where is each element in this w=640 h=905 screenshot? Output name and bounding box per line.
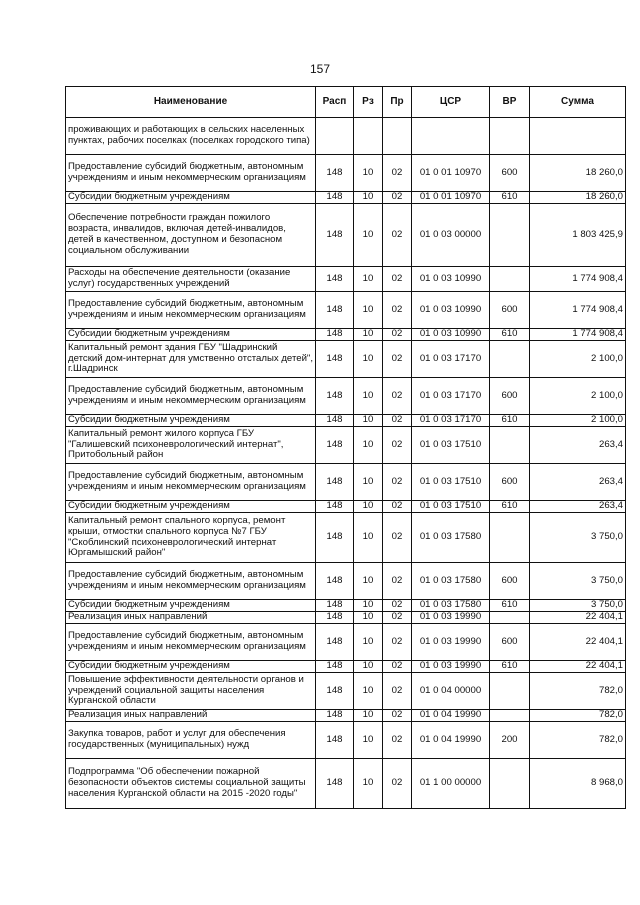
table-row <box>66 427 626 464</box>
table-row <box>66 501 626 513</box>
row-vr: 200 <box>490 722 530 759</box>
row-sum: 22 404,1 <box>530 624 626 661</box>
row-pr: 02 <box>383 563 412 600</box>
row-sum: 263,4 <box>530 427 626 464</box>
row-name: Подпрограмма "Об обеспечении пожарной безопасности объектов системы социальной защиты населения Курганской области на 2015 -2020 годы" <box>66 759 316 809</box>
row-rz <box>354 118 383 155</box>
row-vr <box>490 427 530 464</box>
row-csr: 01 0 04 19990 <box>412 710 490 722</box>
row-csr: 01 0 04 00000 <box>412 673 490 710</box>
table-row <box>66 155 626 192</box>
row-name: Предоставление субсидий бюджетным, автономным учреждениям и иным некоммерческим организациям <box>66 378 316 415</box>
row-name: Предоставление субсидий бюджетным, автономным учреждениям и иным некоммерческим организациям <box>66 624 316 661</box>
table-row <box>66 710 626 722</box>
row-name: Предоставление субсидий бюджетным, автономным учреждениям и иным некоммерческим организациям <box>66 563 316 600</box>
row-name: Предоставление субсидий бюджетным, автономным учреждениям и иным некоммерческим организациям <box>66 464 316 501</box>
row-name: Повышение эффективности деятельности органов и учреждений социальной защиты населения Курганской области <box>66 673 316 710</box>
row-rz: 10 <box>354 501 383 513</box>
row-rasp: 148 <box>316 661 354 673</box>
row-pr: 02 <box>383 722 412 759</box>
row-rasp <box>316 118 354 155</box>
row-name: Реализация иных направлений <box>66 710 316 722</box>
table-row <box>66 267 626 292</box>
row-rasp: 148 <box>316 341 354 378</box>
table-row <box>66 600 626 612</box>
row-rasp: 148 <box>316 427 354 464</box>
row-csr: 01 0 03 17170 <box>412 415 490 427</box>
row-rasp: 148 <box>316 155 354 192</box>
table-row <box>66 378 626 415</box>
row-name: Расходы на обеспечение деятельности (оказание услуг) государственных учреждений <box>66 267 316 292</box>
col-header-name: Наименование <box>66 87 316 118</box>
row-csr: 01 0 03 17580 <box>412 563 490 600</box>
row-name: Субсидии бюджетным учреждениям <box>66 501 316 513</box>
row-vr: 600 <box>490 155 530 192</box>
row-rz: 10 <box>354 204 383 267</box>
row-rz: 10 <box>354 513 383 563</box>
row-vr: 600 <box>490 378 530 415</box>
table-row <box>66 513 626 563</box>
row-pr: 02 <box>383 661 412 673</box>
row-rz: 10 <box>354 563 383 600</box>
row-csr: 01 0 03 00000 <box>412 204 490 267</box>
col-header-sum: Сумма <box>530 87 626 118</box>
table-row <box>66 661 626 673</box>
table-row <box>66 292 626 329</box>
table-header-row <box>66 87 626 118</box>
table-row <box>66 722 626 759</box>
row-rz: 10 <box>354 155 383 192</box>
row-sum: 1 774 908,4 <box>530 292 626 329</box>
row-vr: 610 <box>490 600 530 612</box>
col-header-vr: ВР <box>490 87 530 118</box>
table-row <box>66 192 626 204</box>
row-sum: 1 774 908,4 <box>530 329 626 341</box>
row-pr: 02 <box>383 612 412 624</box>
row-sum: 2 100,0 <box>530 415 626 427</box>
table-row <box>66 673 626 710</box>
col-header-csr: ЦСР <box>412 87 490 118</box>
row-sum: 8 968,0 <box>530 759 626 809</box>
row-rz: 10 <box>354 464 383 501</box>
row-vr <box>490 513 530 563</box>
row-rz: 10 <box>354 192 383 204</box>
row-sum: 263,4 <box>530 464 626 501</box>
row-csr: 01 0 03 17510 <box>412 464 490 501</box>
row-rz: 10 <box>354 600 383 612</box>
row-rz: 10 <box>354 292 383 329</box>
row-sum <box>530 118 626 155</box>
row-vr: 600 <box>490 292 530 329</box>
row-rasp: 148 <box>316 710 354 722</box>
col-header-rasp: Расп <box>316 87 354 118</box>
row-rasp: 148 <box>316 563 354 600</box>
row-vr <box>490 267 530 292</box>
row-rz: 10 <box>354 710 383 722</box>
row-csr: 01 0 03 10990 <box>412 267 490 292</box>
row-rasp: 148 <box>316 513 354 563</box>
row-sum: 3 750,0 <box>530 600 626 612</box>
row-vr <box>490 118 530 155</box>
row-rz: 10 <box>354 267 383 292</box>
table-row <box>66 563 626 600</box>
row-rasp: 148 <box>316 600 354 612</box>
row-pr: 02 <box>383 673 412 710</box>
row-pr: 02 <box>383 710 412 722</box>
row-csr: 01 1 00 00000 <box>412 759 490 809</box>
table-row <box>66 415 626 427</box>
row-rz: 10 <box>354 722 383 759</box>
row-csr: 01 0 03 10990 <box>412 329 490 341</box>
row-rasp: 148 <box>316 192 354 204</box>
row-pr: 02 <box>383 329 412 341</box>
row-pr: 02 <box>383 204 412 267</box>
row-vr: 610 <box>490 329 530 341</box>
row-vr <box>490 204 530 267</box>
row-vr: 600 <box>490 464 530 501</box>
row-name: Субсидии бюджетным учреждениям <box>66 192 316 204</box>
row-pr: 02 <box>383 378 412 415</box>
row-csr: 01 0 01 10970 <box>412 192 490 204</box>
row-vr: 610 <box>490 501 530 513</box>
row-name: Субсидии бюджетным учреждениям <box>66 329 316 341</box>
row-rasp: 148 <box>316 722 354 759</box>
table-row <box>66 204 626 267</box>
row-rasp: 148 <box>316 204 354 267</box>
row-rz: 10 <box>354 427 383 464</box>
row-pr: 02 <box>383 624 412 661</box>
row-name: Реализация иных направлений <box>66 612 316 624</box>
row-pr: 02 <box>383 415 412 427</box>
table-row <box>66 759 626 809</box>
row-name: Закупка товаров, работ и услуг для обеспечения государственных (муниципальных) нужд <box>66 722 316 759</box>
row-csr: 01 0 03 17580 <box>412 600 490 612</box>
row-pr: 02 <box>383 759 412 809</box>
row-sum: 18 260,0 <box>530 192 626 204</box>
row-name: Предоставление субсидий бюджетным, автономным учреждениям и иным некоммерческим организациям <box>66 155 316 192</box>
row-sum: 3 750,0 <box>530 513 626 563</box>
row-vr: 600 <box>490 624 530 661</box>
table-row <box>66 612 626 624</box>
row-rasp: 148 <box>316 464 354 501</box>
table-row <box>66 118 626 155</box>
row-rz: 10 <box>354 661 383 673</box>
row-rz: 10 <box>354 612 383 624</box>
row-csr: 01 0 03 17170 <box>412 378 490 415</box>
row-sum: 782,0 <box>530 722 626 759</box>
row-name: Капитальный ремонт жилого корпуса ГБУ "Галишевский психоневрологический интернат", Притобольный район <box>66 427 316 464</box>
row-pr <box>383 118 412 155</box>
row-vr <box>490 710 530 722</box>
row-pr: 02 <box>383 292 412 329</box>
row-rasp: 148 <box>316 759 354 809</box>
row-rasp: 148 <box>316 329 354 341</box>
row-csr: 01 0 03 17510 <box>412 427 490 464</box>
row-rasp: 148 <box>316 624 354 661</box>
row-vr: 610 <box>490 415 530 427</box>
row-rz: 10 <box>354 624 383 661</box>
row-sum: 1 803 425,9 <box>530 204 626 267</box>
row-sum: 18 260,0 <box>530 155 626 192</box>
row-sum: 2 100,0 <box>530 378 626 415</box>
row-csr: 01 0 03 19990 <box>412 624 490 661</box>
row-vr <box>490 612 530 624</box>
row-csr: 01 0 03 19990 <box>412 612 490 624</box>
table-row <box>66 464 626 501</box>
row-rasp: 148 <box>316 415 354 427</box>
row-name: Субсидии бюджетным учреждениям <box>66 661 316 673</box>
row-sum: 1 774 908,4 <box>530 267 626 292</box>
row-name: Субсидии бюджетным учреждениям <box>66 415 316 427</box>
col-header-pr: Пр <box>383 87 412 118</box>
row-csr: 01 0 03 10990 <box>412 292 490 329</box>
row-csr <box>412 118 490 155</box>
row-name: Обеспечение потребности граждан пожилого возраста, инвалидов, включая детей-инвалидов, детей в качественном, доступном и безопасном социальном обслуживании <box>66 204 316 267</box>
row-rasp: 148 <box>316 292 354 329</box>
table-row <box>66 341 626 378</box>
row-pr: 02 <box>383 155 412 192</box>
budget-table <box>65 86 626 809</box>
row-rz: 10 <box>354 673 383 710</box>
row-name: Капитальный ремонт здания ГБУ "Шадринский детский дом-интернат для умственно отсталых детей", г.Шадринск <box>66 341 316 378</box>
table-row <box>66 329 626 341</box>
row-name: Субсидии бюджетным учреждениям <box>66 600 316 612</box>
row-vr: 610 <box>490 192 530 204</box>
row-pr: 02 <box>383 464 412 501</box>
table-row <box>66 624 626 661</box>
row-vr <box>490 673 530 710</box>
row-rasp: 148 <box>316 267 354 292</box>
row-name: Капитальный ремонт спального корпуса, ремонт крыши, отмостки спального корпуса №7 ГБУ "Скоблинский психоневрологический интернат Юргамышский район" <box>66 513 316 563</box>
row-rz: 10 <box>354 329 383 341</box>
row-sum: 3 750,0 <box>530 563 626 600</box>
col-header-rz: Рз <box>354 87 383 118</box>
row-rz: 10 <box>354 759 383 809</box>
row-sum: 782,0 <box>530 710 626 722</box>
row-csr: 01 0 01 10970 <box>412 155 490 192</box>
row-rz: 10 <box>354 415 383 427</box>
row-pr: 02 <box>383 192 412 204</box>
row-sum: 782,0 <box>530 673 626 710</box>
row-pr: 02 <box>383 341 412 378</box>
row-vr: 600 <box>490 563 530 600</box>
row-pr: 02 <box>383 501 412 513</box>
row-pr: 02 <box>383 427 412 464</box>
page-number: 157 <box>309 62 331 76</box>
row-rz: 10 <box>354 378 383 415</box>
row-rasp: 148 <box>316 501 354 513</box>
row-vr: 610 <box>490 661 530 673</box>
row-pr: 02 <box>383 513 412 563</box>
row-csr: 01 0 03 17510 <box>412 501 490 513</box>
row-sum: 22 404,1 <box>530 661 626 673</box>
row-rz: 10 <box>354 341 383 378</box>
row-csr: 01 0 03 19990 <box>412 661 490 673</box>
row-vr <box>490 759 530 809</box>
row-rasp: 148 <box>316 673 354 710</box>
row-rasp: 148 <box>316 612 354 624</box>
row-sum: 2 100,0 <box>530 341 626 378</box>
row-pr: 02 <box>383 600 412 612</box>
row-name: Предоставление субсидий бюджетным, автономным учреждениям и иным некоммерческим организациям <box>66 292 316 329</box>
row-csr: 01 0 03 17170 <box>412 341 490 378</box>
row-sum: 263,4 <box>530 501 626 513</box>
row-pr: 02 <box>383 267 412 292</box>
row-name: проживающих и работающих в сельских населенных пунктах, рабочих поселках (поселках городского типа) <box>66 118 316 155</box>
row-csr: 01 0 04 19990 <box>412 722 490 759</box>
row-sum: 22 404,1 <box>530 612 626 624</box>
row-rasp: 148 <box>316 378 354 415</box>
row-csr: 01 0 03 17580 <box>412 513 490 563</box>
row-vr <box>490 341 530 378</box>
